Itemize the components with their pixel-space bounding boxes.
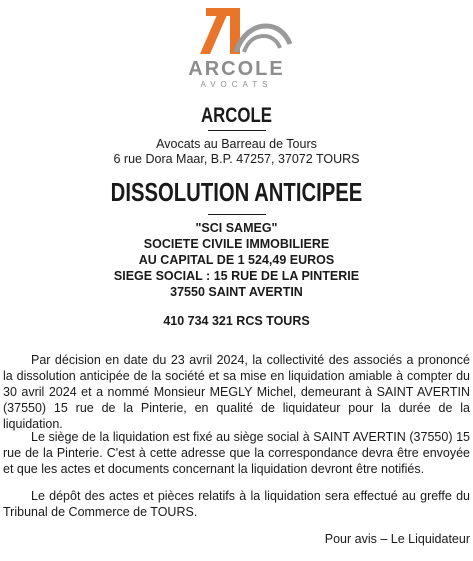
paragraph-seat: Le siège de la liquidation est fixé au siège social à SAINT AVERTIN (37550) 15 rue de la Pinterie. C'est à cette adresse que la correspondance devra être envoyée et que les actes et documents concernant la liquidation devront être notifiés. <box>3 430 470 476</box>
company-capital: AU CAPITAL DE 1 524,49 EUROS <box>138 253 335 267</box>
logo-wordmark: ARCOLE <box>188 58 285 80</box>
firm-description: Avocats au Barreau de Tours <box>156 137 317 151</box>
firm-title: ARCOLE <box>201 104 272 127</box>
rcs-number: 410 734 321 RCS TOURS <box>163 314 310 328</box>
signoff: Pour avis – Le Liquidateur <box>324 532 470 546</box>
firm-logo <box>0 4 473 100</box>
firm-address: 6 rue Dora Maar, B.P. 47257, 37072 TOURS <box>113 152 360 166</box>
paragraph-decision: Par décision en date du 23 avril 2024, la collectivité des associés a prononcé la dissolution anticipée de la société et sa mise en liquidation amiable à compter du 30 avril 2024 et a nommé Monsieur MEGLY Michel, demeurant à SAINT AVERTIN (37550) 15 rue de la Pinterie, en qualité de liquidateur pour la durée de la liquidation. <box>3 353 470 431</box>
company-seat: SIEGE SOCIAL : 15 RUE DE LA PINTERIE <box>113 269 360 283</box>
divider <box>208 130 266 131</box>
logo-subtitle: AVOCATS <box>200 80 273 89</box>
divider <box>208 214 266 215</box>
paragraph-filing: Le dépôt des actes et pièces relatifs à la liquidation sera effectué au greffe du Tribunal de Commerce de TOURS. <box>3 489 470 519</box>
arcole-logo-icon <box>178 4 296 56</box>
notice-title: DISSOLUTION ANTICIPEE <box>110 177 363 207</box>
company-block <box>0 220 473 300</box>
company-city: 37550 SAINT AVERTIN <box>170 285 303 299</box>
company-name: "SCI SAMEG" <box>195 221 278 235</box>
company-type: SOCIETE CIVILE IMMOBILIERE <box>143 237 330 251</box>
